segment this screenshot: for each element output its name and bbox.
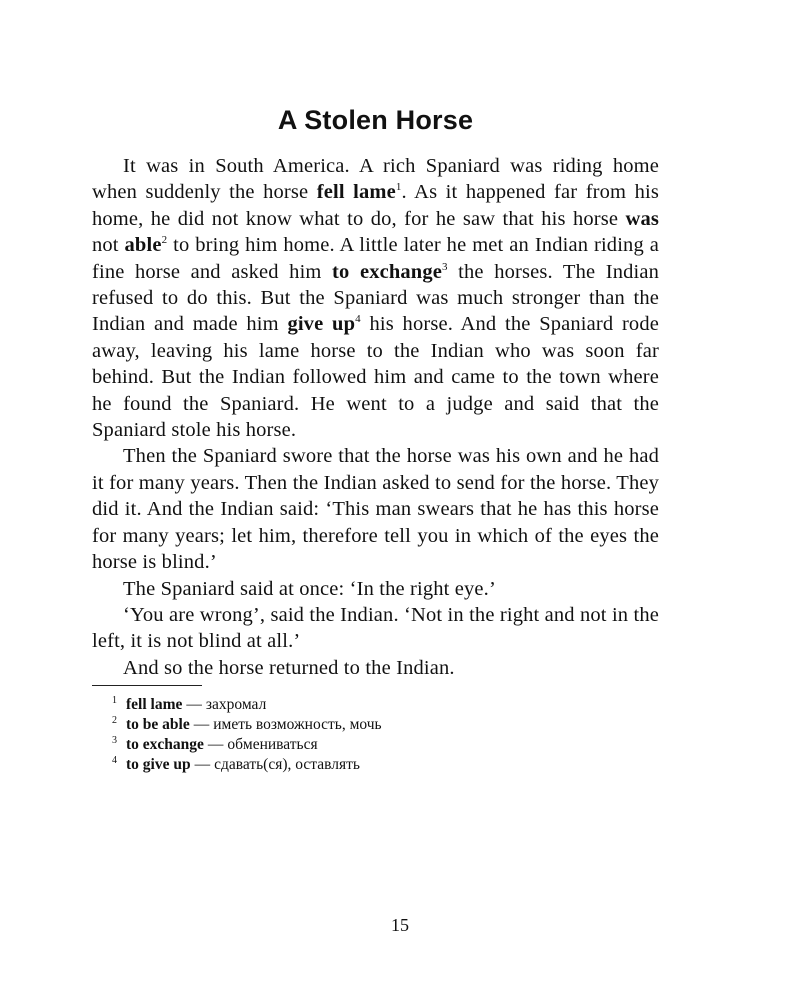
paragraph-3: The Spaniard said at once: ‘In the right eye.’ <box>123 577 496 600</box>
page-content <box>92 105 659 775</box>
footnote-number: 2 <box>112 715 117 727</box>
footnote-ref: 1 <box>395 181 402 194</box>
text-run: to bring him home. A little later he met an Indian riding a fine horse and asked him <box>92 234 659 283</box>
footnote-ref: 2 <box>161 234 168 247</box>
page-number: 15 <box>391 915 409 935</box>
footnote-number: 4 <box>112 755 117 767</box>
paragraph-1 <box>92 153 659 443</box>
vocab-term: able <box>124 234 162 257</box>
footnotes <box>112 695 659 775</box>
footnote-translation: обмениваться <box>227 736 318 754</box>
text-run: It was in South America. A rich Spaniard was riding home when suddenly the horse <box>92 155 659 204</box>
footnote-dash: — <box>207 736 224 754</box>
footnote-translation: иметь возможность, мочь <box>213 716 382 734</box>
vocab-term: give up <box>287 313 356 336</box>
text-run: . As it happened far from his home, he did not know what to do, for he saw that his horse <box>92 181 659 230</box>
footnote-ref: 4 <box>355 313 361 326</box>
footnote-term: to exchange <box>126 736 204 754</box>
footnote-item <box>112 735 659 755</box>
footnote-number: 3 <box>112 735 117 747</box>
vocab-term: fell lame <box>316 181 396 204</box>
text-run: his horse. And the Spaniard rode away, leaving his lame horse to the Indian who was soon far behind. But the Indian followed him and came to the town where he found the Spaniard. He went to a judge and said that the Spaniard stole his horse. <box>92 313 659 442</box>
vocab-term: to exchange <box>332 260 442 283</box>
story-title: A Stolen Horse <box>277 105 474 135</box>
footnote-ref: 3 <box>442 260 448 273</box>
footnote-translation: захромал <box>205 696 267 714</box>
footnote-dash: — <box>194 756 211 774</box>
footnote-item <box>112 755 659 775</box>
footnote-number: 1 <box>112 695 117 707</box>
paragraph-2: Then the Spaniard swore that the horse was his own and he had it for many years. Then the Indian asked to send for the horse. They did it. And the Indian said: ‘This man swears that he has this horse for many years; let him, therefore tell you in which of the eyes the horse is blind.’ <box>92 445 659 574</box>
paragraph-5: And so the horse returned to the Indian. <box>123 656 455 679</box>
footnote-term: to be able <box>126 716 190 734</box>
footnote-divider <box>92 685 202 686</box>
footnote-dash: — <box>193 716 210 734</box>
footnote-term: fell lame <box>126 696 183 714</box>
footnote-item <box>112 715 659 735</box>
footnote-translation: сдавать(ся), оставлять <box>214 756 360 774</box>
text-run: not <box>92 234 125 257</box>
text-run: the horses. The Indian refused to do this. But the Spaniard was much stronger than the Indian and made him <box>92 260 660 336</box>
footnote-dash: — <box>186 696 202 714</box>
footnote-item <box>112 695 659 715</box>
paragraph-4: ‘You are wrong’, said the Indian. ‘Not in the right and not in the left, it is not blind at all.’ <box>92 603 659 653</box>
footnote-term: to give up <box>126 756 191 774</box>
vocab-term: was <box>625 207 659 230</box>
